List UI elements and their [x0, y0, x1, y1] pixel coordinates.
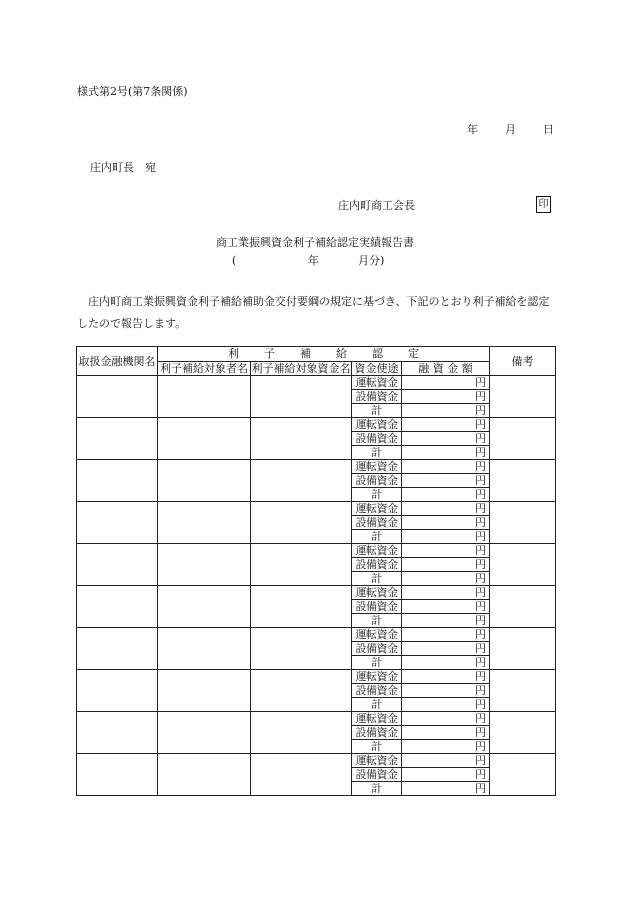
header-loan-amount: 融 資 金 額 [402, 361, 490, 376]
loan-amount-cell[interactable]: 円 [402, 656, 490, 670]
table-row [77, 418, 556, 432]
header-certification-char: 定 [408, 347, 419, 361]
body-paragraph: 庄内町商工業振興資金利子補給補助金交付要綱の規定に基づき、下記のとおり利子補給を認定したので報告します。 [77, 295, 550, 330]
fund-use-cell: 運転資金 [352, 418, 402, 432]
institution-cell[interactable] [77, 670, 158, 712]
certification-table [76, 346, 556, 796]
table-row [77, 628, 556, 642]
date-line [467, 123, 554, 137]
sender-name: 庄内町商工会長 [338, 199, 415, 212]
fund-use-cell: 設備資金 [352, 474, 402, 488]
fund-name-cell[interactable] [251, 544, 352, 586]
table-row [77, 670, 556, 684]
institution-cell[interactable] [77, 712, 158, 754]
table-row [77, 754, 556, 768]
loan-amount-cell[interactable]: 円 [402, 572, 490, 586]
fund-name-cell[interactable] [251, 670, 352, 712]
institution-cell[interactable] [77, 460, 158, 502]
date-year: 年 [467, 123, 478, 136]
loan-amount-cell[interactable]: 円 [402, 516, 490, 530]
loan-amount-cell[interactable]: 円 [402, 782, 490, 796]
recipient-cell[interactable] [158, 460, 251, 502]
loan-amount-cell[interactable]: 円 [402, 446, 490, 460]
fund-use-cell: 運転資金 [352, 544, 402, 558]
fund-use-cell: 設備資金 [352, 600, 402, 614]
recipient-cell[interactable] [158, 712, 251, 754]
loan-amount-cell[interactable]: 円 [402, 488, 490, 502]
header-institution: 取扱金融機関名 [77, 347, 158, 376]
recipient-cell[interactable] [158, 754, 251, 796]
loan-amount-cell[interactable]: 円 [402, 628, 490, 642]
loan-amount-cell[interactable]: 円 [402, 712, 490, 726]
loan-amount-cell[interactable]: 円 [402, 684, 490, 698]
table-row [77, 544, 556, 558]
recipient-cell[interactable] [158, 418, 251, 460]
remarks-cell[interactable] [490, 670, 556, 712]
header-remarks: 備考 [490, 347, 556, 376]
loan-amount-cell[interactable]: 円 [402, 586, 490, 600]
recipient-cell[interactable] [158, 502, 251, 544]
loan-amount-cell[interactable]: 円 [402, 530, 490, 544]
document-title: 商工業振興資金利子補給認定実績報告書 [216, 236, 414, 249]
fund-use-cell: 設備資金 [352, 684, 402, 698]
fund-use-cell: 設備資金 [352, 558, 402, 572]
seal-mark: 印 [536, 196, 551, 213]
fund-use-cell: 計 [352, 614, 402, 628]
header-fund-use: 資金使途 [352, 361, 402, 376]
remarks-cell[interactable] [490, 544, 556, 586]
loan-amount-cell[interactable]: 円 [402, 614, 490, 628]
fund-use-cell: 計 [352, 698, 402, 712]
fund-use-cell: 運転資金 [352, 586, 402, 600]
fund-use-cell: 計 [352, 446, 402, 460]
recipient-cell[interactable] [158, 376, 251, 418]
fund-use-cell: 運転資金 [352, 712, 402, 726]
remarks-cell[interactable] [490, 586, 556, 628]
institution-cell[interactable] [77, 418, 158, 460]
remarks-cell[interactable] [490, 754, 556, 796]
fund-use-cell: 運転資金 [352, 670, 402, 684]
fund-use-cell: 計 [352, 530, 402, 544]
date-day: 日 [543, 123, 554, 136]
remarks-cell[interactable] [490, 460, 556, 502]
fund-use-cell: 運転資金 [352, 754, 402, 768]
remarks-cell[interactable] [490, 712, 556, 754]
loan-amount-cell[interactable]: 円 [402, 502, 490, 516]
recipient-cell[interactable] [158, 544, 251, 586]
loan-amount-cell[interactable]: 円 [402, 600, 490, 614]
institution-cell[interactable] [77, 586, 158, 628]
fund-use-cell: 設備資金 [352, 768, 402, 782]
fund-name-cell[interactable] [251, 586, 352, 628]
loan-amount-cell[interactable]: 円 [402, 642, 490, 656]
fund-use-cell: 計 [352, 404, 402, 418]
fund-use-cell: 運転資金 [352, 460, 402, 474]
remarks-cell[interactable] [490, 418, 556, 460]
fund-use-cell: 計 [352, 572, 402, 586]
fund-use-cell: 設備資金 [352, 726, 402, 740]
loan-amount-cell[interactable]: 円 [402, 754, 490, 768]
fund-use-cell: 運転資金 [352, 502, 402, 516]
fund-name-cell[interactable] [251, 754, 352, 796]
loan-amount-cell[interactable]: 円 [402, 432, 490, 446]
fund-name-cell[interactable] [251, 376, 352, 418]
period-month: 月分) [358, 254, 385, 267]
header-certification-char: 補 [300, 347, 311, 361]
remarks-cell[interactable] [490, 376, 556, 418]
date-month: 月 [505, 123, 516, 136]
fund-use-cell: 設備資金 [352, 516, 402, 530]
table-row [77, 502, 556, 516]
header-certification-char: 給 [336, 347, 347, 361]
fund-use-cell: 運転資金 [352, 628, 402, 642]
loan-amount-cell[interactable]: 円 [402, 726, 490, 740]
loan-amount-cell[interactable]: 円 [402, 474, 490, 488]
remarks-cell[interactable] [490, 628, 556, 670]
table-row [77, 712, 556, 726]
fund-use-cell: 計 [352, 488, 402, 502]
fund-name-cell[interactable] [251, 628, 352, 670]
header-certification-char: 利 [228, 347, 239, 361]
remarks-cell[interactable] [490, 502, 556, 544]
institution-cell[interactable] [77, 376, 158, 418]
institution-cell[interactable] [77, 628, 158, 670]
fund-use-cell: 運転資金 [352, 376, 402, 390]
period-year: 年 [308, 254, 319, 267]
header-recipient: 利子補給対象者名 [158, 361, 251, 376]
header-fund-name: 利子補給対象資金名 [251, 361, 351, 375]
loan-amount-cell[interactable]: 円 [402, 460, 490, 474]
fund-use-cell: 設備資金 [352, 642, 402, 656]
fund-use-cell: 計 [352, 782, 402, 796]
loan-amount-cell[interactable]: 円 [402, 740, 490, 754]
table-body [77, 376, 556, 796]
fund-name-cell[interactable] [251, 418, 352, 460]
recipient-cell[interactable] [158, 670, 251, 712]
fund-use-cell: 設備資金 [352, 432, 402, 446]
fund-use-cell: 計 [352, 740, 402, 754]
fund-use-cell: 設備資金 [352, 390, 402, 404]
header-certification-char: 子 [264, 347, 275, 361]
period-open: ( [232, 254, 237, 267]
addressee: 庄内町長 宛 [90, 161, 156, 174]
table-row [77, 586, 556, 600]
institution-cell[interactable] [77, 502, 158, 544]
loan-amount-cell[interactable]: 円 [402, 558, 490, 572]
loan-amount-cell[interactable]: 円 [402, 768, 490, 782]
period-line [232, 254, 384, 268]
loan-amount-cell[interactable]: 円 [402, 698, 490, 712]
header-certification-char: 認 [372, 347, 383, 361]
header-certification [158, 347, 490, 362]
loan-amount-cell[interactable]: 円 [402, 670, 490, 684]
form-number: 様式第2号(第7条関係) [77, 85, 188, 98]
fund-use-cell: 計 [352, 656, 402, 670]
loan-amount-cell[interactable]: 円 [402, 404, 490, 418]
recipient-cell[interactable] [158, 586, 251, 628]
loan-amount-cell[interactable]: 円 [402, 390, 490, 404]
table-row [77, 460, 556, 474]
loan-amount-cell[interactable]: 円 [402, 418, 490, 432]
institution-cell[interactable] [77, 544, 158, 586]
table-row [77, 376, 556, 390]
fund-name-cell[interactable] [251, 712, 352, 754]
loan-amount-cell[interactable]: 円 [402, 376, 490, 390]
fund-name-cell[interactable] [251, 460, 352, 502]
fund-name-cell[interactable] [251, 502, 352, 544]
recipient-cell[interactable] [158, 628, 251, 670]
loan-amount-cell[interactable]: 円 [402, 544, 490, 558]
institution-cell[interactable] [77, 754, 158, 796]
